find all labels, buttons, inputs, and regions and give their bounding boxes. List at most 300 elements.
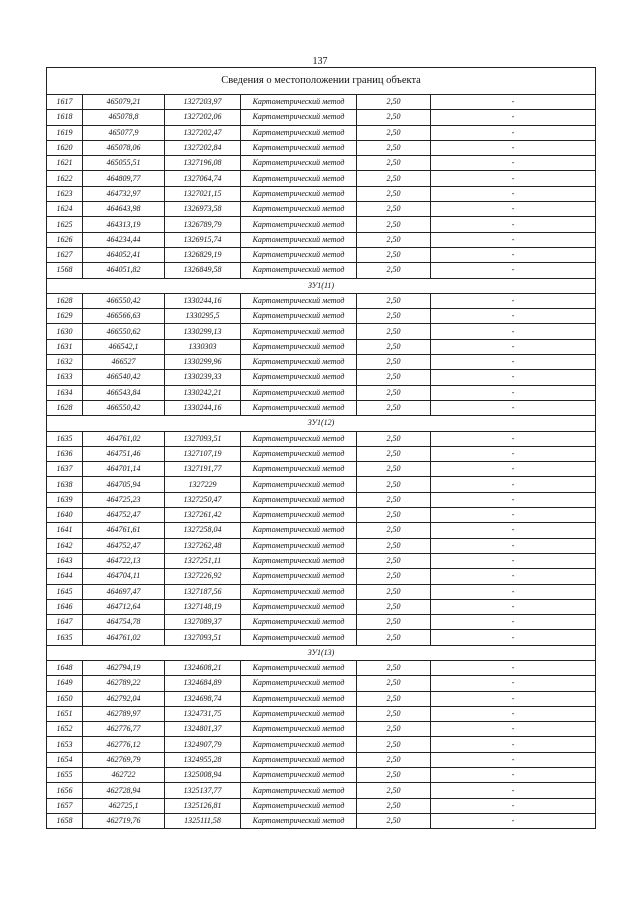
description-cell: - xyxy=(431,768,596,783)
table-row xyxy=(47,706,596,721)
description-cell: - xyxy=(431,691,596,706)
method-cell: Картометрический метод xyxy=(241,202,357,217)
coord-y-cell: 1327196,08 xyxy=(165,156,241,171)
coord-y-cell: 1325008,94 xyxy=(165,768,241,783)
point-number-cell: 1621 xyxy=(47,156,83,171)
accuracy-cell: 2,50 xyxy=(357,431,431,446)
description-cell: - xyxy=(431,446,596,461)
point-number-cell: 1618 xyxy=(47,110,83,125)
point-number-cell: 1641 xyxy=(47,523,83,538)
coord-x-cell: 464705,94 xyxy=(83,477,165,492)
point-number-cell: 1633 xyxy=(47,370,83,385)
description-cell: - xyxy=(431,370,596,385)
description-cell: - xyxy=(431,813,596,828)
accuracy-cell: 2,50 xyxy=(357,247,431,262)
accuracy-cell: 2,50 xyxy=(357,599,431,614)
accuracy-cell: 2,50 xyxy=(357,293,431,308)
coord-y-cell: 1327187,56 xyxy=(165,584,241,599)
method-cell: Картометрический метод xyxy=(241,462,357,477)
method-cell: Картометрический метод xyxy=(241,247,357,262)
method-cell: Картометрический метод xyxy=(241,676,357,691)
point-number-cell: 1631 xyxy=(47,339,83,354)
method-cell: Картометрический метод xyxy=(241,446,357,461)
accuracy-cell: 2,50 xyxy=(357,309,431,324)
table-row xyxy=(47,309,596,324)
method-cell: Картометрический метод xyxy=(241,232,357,247)
coord-y-cell: 1326973,58 xyxy=(165,202,241,217)
description-cell: - xyxy=(431,737,596,752)
accuracy-cell: 2,50 xyxy=(357,660,431,675)
accuracy-cell: 2,50 xyxy=(357,370,431,385)
coord-x-cell: 464704,11 xyxy=(83,569,165,584)
accuracy-cell: 2,50 xyxy=(357,676,431,691)
accuracy-cell: 2,50 xyxy=(357,462,431,477)
point-number-cell: 1632 xyxy=(47,355,83,370)
coord-y-cell: 1327250,47 xyxy=(165,492,241,507)
description-cell: - xyxy=(431,553,596,568)
description-cell: - xyxy=(431,95,596,110)
accuracy-cell: 2,50 xyxy=(357,385,431,400)
method-cell: Картометрический метод xyxy=(241,186,357,201)
description-cell: - xyxy=(431,630,596,645)
coord-y-cell: 1327093,51 xyxy=(165,431,241,446)
method-cell: Картометрический метод xyxy=(241,309,357,324)
description-cell: - xyxy=(431,752,596,767)
point-number-cell: 1635 xyxy=(47,630,83,645)
accuracy-cell: 2,50 xyxy=(357,630,431,645)
section-header-row xyxy=(47,278,596,293)
coord-x-cell: 465055,51 xyxy=(83,156,165,171)
point-number-cell: 1655 xyxy=(47,768,83,783)
description-cell: - xyxy=(431,722,596,737)
point-number-cell: 1648 xyxy=(47,660,83,675)
coord-y-cell: 1327203,97 xyxy=(165,95,241,110)
description-cell: - xyxy=(431,156,596,171)
table-row xyxy=(47,95,596,110)
coord-y-cell: 1330244,16 xyxy=(165,293,241,308)
coord-x-cell: 462776,12 xyxy=(83,737,165,752)
description-cell: - xyxy=(431,462,596,477)
method-cell: Картометрический метод xyxy=(241,492,357,507)
section-label: ЗУ1(13) xyxy=(47,645,596,660)
method-cell: Картометрический метод xyxy=(241,263,357,278)
method-cell: Картометрический метод xyxy=(241,737,357,752)
table-row xyxy=(47,813,596,828)
point-number-cell: 1656 xyxy=(47,783,83,798)
table-row xyxy=(47,293,596,308)
method-cell: Картометрический метод xyxy=(241,125,357,140)
coord-x-cell: 464712,64 xyxy=(83,599,165,614)
coord-y-cell: 1327064,74 xyxy=(165,171,241,186)
description-cell: - xyxy=(431,355,596,370)
point-number-cell: 1643 xyxy=(47,553,83,568)
accuracy-cell: 2,50 xyxy=(357,584,431,599)
method-cell: Картометрический метод xyxy=(241,798,357,813)
description-cell: - xyxy=(431,569,596,584)
point-number-cell: 1640 xyxy=(47,508,83,523)
table-row xyxy=(47,247,596,262)
method-cell: Картометрический метод xyxy=(241,385,357,400)
accuracy-cell: 2,50 xyxy=(357,400,431,415)
coord-x-cell: 462792,04 xyxy=(83,691,165,706)
method-cell: Картометрический метод xyxy=(241,477,357,492)
coord-y-cell: 1330303 xyxy=(165,339,241,354)
description-cell: - xyxy=(431,293,596,308)
point-number-cell: 1625 xyxy=(47,217,83,232)
coord-x-cell: 462769,79 xyxy=(83,752,165,767)
coord-x-cell: 465078,06 xyxy=(83,140,165,155)
table-row xyxy=(47,355,596,370)
point-number-cell: 1617 xyxy=(47,95,83,110)
description-cell: - xyxy=(431,523,596,538)
method-cell: Картометрический метод xyxy=(241,813,357,828)
accuracy-cell: 2,50 xyxy=(357,140,431,155)
point-number-cell: 1620 xyxy=(47,140,83,155)
accuracy-cell: 2,50 xyxy=(357,508,431,523)
table-row xyxy=(47,615,596,630)
table-row xyxy=(47,492,596,507)
accuracy-cell: 2,50 xyxy=(357,156,431,171)
description-cell: - xyxy=(431,477,596,492)
accuracy-cell: 2,50 xyxy=(357,171,431,186)
coord-y-cell: 1327261,42 xyxy=(165,508,241,523)
method-cell: Картометрический метод xyxy=(241,660,357,675)
table-row xyxy=(47,431,596,446)
table-row xyxy=(47,768,596,783)
method-cell: Картометрический метод xyxy=(241,768,357,783)
method-cell: Картометрический метод xyxy=(241,508,357,523)
coord-y-cell: 1324731,75 xyxy=(165,706,241,721)
coord-y-cell: 1327148,19 xyxy=(165,599,241,614)
description-cell: - xyxy=(431,584,596,599)
point-number-cell: 1647 xyxy=(47,615,83,630)
coord-x-cell: 465077,9 xyxy=(83,125,165,140)
table-row xyxy=(47,660,596,675)
description-cell: - xyxy=(431,247,596,262)
description-cell: - xyxy=(431,660,596,675)
coord-x-cell: 466540,42 xyxy=(83,370,165,385)
coord-y-cell: 1330295,5 xyxy=(165,309,241,324)
point-number-cell: 1654 xyxy=(47,752,83,767)
table-title-row xyxy=(47,68,596,95)
coord-y-cell: 1325126,81 xyxy=(165,798,241,813)
point-number-cell: 1624 xyxy=(47,202,83,217)
section-header-row xyxy=(47,416,596,431)
description-cell: - xyxy=(431,232,596,247)
method-cell: Картометрический метод xyxy=(241,783,357,798)
coord-y-cell: 1324684,89 xyxy=(165,676,241,691)
section-header-row xyxy=(47,645,596,660)
table-row xyxy=(47,508,596,523)
accuracy-cell: 2,50 xyxy=(357,569,431,584)
method-cell: Картометрический метод xyxy=(241,553,357,568)
coord-y-cell: 1324907,79 xyxy=(165,737,241,752)
table-row xyxy=(47,110,596,125)
coord-y-cell: 1330242,21 xyxy=(165,385,241,400)
description-cell: - xyxy=(431,615,596,630)
point-number-cell: 1636 xyxy=(47,446,83,461)
description-cell: - xyxy=(431,125,596,140)
description-cell: - xyxy=(431,309,596,324)
table-row xyxy=(47,125,596,140)
table-row xyxy=(47,263,596,278)
point-number-cell: 1653 xyxy=(47,737,83,752)
coord-x-cell: 466542,1 xyxy=(83,339,165,354)
accuracy-cell: 2,50 xyxy=(357,615,431,630)
method-cell: Картометрический метод xyxy=(241,110,357,125)
description-cell: - xyxy=(431,110,596,125)
table-row xyxy=(47,783,596,798)
accuracy-cell: 2,50 xyxy=(357,813,431,828)
description-cell: - xyxy=(431,492,596,507)
table-row xyxy=(47,630,596,645)
table-row xyxy=(47,462,596,477)
coord-y-cell: 1327202,47 xyxy=(165,125,241,140)
description-cell: - xyxy=(431,202,596,217)
coord-y-cell: 1330239,33 xyxy=(165,370,241,385)
table-row xyxy=(47,186,596,201)
coord-y-cell: 1324698,74 xyxy=(165,691,241,706)
method-cell: Картометрический метод xyxy=(241,217,357,232)
point-number-cell: 1637 xyxy=(47,462,83,477)
description-cell: - xyxy=(431,140,596,155)
accuracy-cell: 2,50 xyxy=(357,324,431,339)
table-row xyxy=(47,400,596,415)
description-cell: - xyxy=(431,339,596,354)
description-cell: - xyxy=(431,538,596,553)
coord-y-cell: 1327093,51 xyxy=(165,630,241,645)
coord-x-cell: 464754,78 xyxy=(83,615,165,630)
coord-x-cell: 464051,82 xyxy=(83,263,165,278)
point-number-cell: 1645 xyxy=(47,584,83,599)
coord-x-cell: 466550,62 xyxy=(83,324,165,339)
point-number-cell: 1628 xyxy=(47,400,83,415)
table-body xyxy=(47,68,596,829)
coord-x-cell: 464722,13 xyxy=(83,553,165,568)
method-cell: Картометрический метод xyxy=(241,156,357,171)
accuracy-cell: 2,50 xyxy=(357,492,431,507)
coord-x-cell: 466543,84 xyxy=(83,385,165,400)
coord-y-cell: 1330244,16 xyxy=(165,400,241,415)
point-number-cell: 1623 xyxy=(47,186,83,201)
coord-x-cell: 464761,61 xyxy=(83,523,165,538)
method-cell: Картометрический метод xyxy=(241,630,357,645)
coord-x-cell: 466527 xyxy=(83,355,165,370)
method-cell: Картометрический метод xyxy=(241,355,357,370)
coord-x-cell: 464761,02 xyxy=(83,431,165,446)
point-number-cell: 1649 xyxy=(47,676,83,691)
accuracy-cell: 2,50 xyxy=(357,783,431,798)
table-row xyxy=(47,232,596,247)
point-number-cell: 1568 xyxy=(47,263,83,278)
accuracy-cell: 2,50 xyxy=(357,722,431,737)
accuracy-cell: 2,50 xyxy=(357,691,431,706)
accuracy-cell: 2,50 xyxy=(357,752,431,767)
method-cell: Картометрический метод xyxy=(241,722,357,737)
method-cell: Картометрический метод xyxy=(241,339,357,354)
point-number-cell: 1650 xyxy=(47,691,83,706)
coord-x-cell: 464052,41 xyxy=(83,247,165,262)
point-number-cell: 1642 xyxy=(47,538,83,553)
description-cell: - xyxy=(431,706,596,721)
method-cell: Картометрический метод xyxy=(241,538,357,553)
table-row xyxy=(47,324,596,339)
coord-y-cell: 1324608,21 xyxy=(165,660,241,675)
coord-y-cell: 1327202,84 xyxy=(165,140,241,155)
table-row xyxy=(47,584,596,599)
point-number-cell: 1652 xyxy=(47,722,83,737)
section-label: ЗУ1(11) xyxy=(47,278,596,293)
coord-x-cell: 465078,8 xyxy=(83,110,165,125)
table-row xyxy=(47,171,596,186)
coord-y-cell: 1325111,58 xyxy=(165,813,241,828)
table-row xyxy=(47,202,596,217)
accuracy-cell: 2,50 xyxy=(357,477,431,492)
coord-y-cell: 1327258,04 xyxy=(165,523,241,538)
method-cell: Картометрический метод xyxy=(241,400,357,415)
accuracy-cell: 2,50 xyxy=(357,538,431,553)
coord-y-cell: 1324801,37 xyxy=(165,722,241,737)
coord-x-cell: 464751,46 xyxy=(83,446,165,461)
description-cell: - xyxy=(431,324,596,339)
table-row xyxy=(47,538,596,553)
coord-y-cell: 1326849,58 xyxy=(165,263,241,278)
accuracy-cell: 2,50 xyxy=(357,706,431,721)
coord-y-cell: 1327107,19 xyxy=(165,446,241,461)
point-number-cell: 1646 xyxy=(47,599,83,614)
description-cell: - xyxy=(431,217,596,232)
description-cell: - xyxy=(431,676,596,691)
coord-x-cell: 464752,47 xyxy=(83,538,165,553)
accuracy-cell: 2,50 xyxy=(357,446,431,461)
coord-y-cell: 1327202,06 xyxy=(165,110,241,125)
point-number-cell: 1629 xyxy=(47,309,83,324)
method-cell: Картометрический метод xyxy=(241,752,357,767)
table-row xyxy=(47,339,596,354)
coord-x-cell: 462719,76 xyxy=(83,813,165,828)
point-number-cell: 1658 xyxy=(47,813,83,828)
section-label: ЗУ1(12) xyxy=(47,416,596,431)
table-row xyxy=(47,599,596,614)
point-number-cell: 1657 xyxy=(47,798,83,813)
table-title: Сведения о местоположении границ объекта xyxy=(47,68,596,95)
accuracy-cell: 2,50 xyxy=(357,110,431,125)
coord-x-cell: 464697,47 xyxy=(83,584,165,599)
point-number-cell: 1639 xyxy=(47,492,83,507)
method-cell: Картометрический метод xyxy=(241,691,357,706)
coord-x-cell: 462728,94 xyxy=(83,783,165,798)
description-cell: - xyxy=(431,599,596,614)
coord-y-cell: 1330299,96 xyxy=(165,355,241,370)
point-number-cell: 1644 xyxy=(47,569,83,584)
accuracy-cell: 2,50 xyxy=(357,798,431,813)
coord-x-cell: 466550,42 xyxy=(83,400,165,415)
method-cell: Картометрический метод xyxy=(241,569,357,584)
method-cell: Картометрический метод xyxy=(241,140,357,155)
description-cell: - xyxy=(431,783,596,798)
coord-y-cell: 1327226,92 xyxy=(165,569,241,584)
method-cell: Картометрический метод xyxy=(241,706,357,721)
coord-x-cell: 464752,47 xyxy=(83,508,165,523)
table-row xyxy=(47,477,596,492)
description-cell: - xyxy=(431,400,596,415)
coord-y-cell: 1327262,48 xyxy=(165,538,241,553)
table-row xyxy=(47,446,596,461)
page-number: 137 xyxy=(312,56,328,67)
table-row xyxy=(47,691,596,706)
accuracy-cell: 2,50 xyxy=(357,355,431,370)
coord-x-cell: 464234,44 xyxy=(83,232,165,247)
table-row xyxy=(47,140,596,155)
table-row xyxy=(47,752,596,767)
coord-x-cell: 466550,42 xyxy=(83,293,165,308)
description-cell: - xyxy=(431,186,596,201)
description-cell: - xyxy=(431,431,596,446)
accuracy-cell: 2,50 xyxy=(357,95,431,110)
table-row xyxy=(47,722,596,737)
coord-x-cell: 464313,19 xyxy=(83,217,165,232)
table-row xyxy=(47,798,596,813)
description-cell: - xyxy=(431,171,596,186)
description-cell: - xyxy=(431,508,596,523)
coord-y-cell: 1327191,77 xyxy=(165,462,241,477)
method-cell: Картометрический метод xyxy=(241,431,357,446)
point-number-cell: 1630 xyxy=(47,324,83,339)
point-number-cell: 1626 xyxy=(47,232,83,247)
coord-x-cell: 462789,97 xyxy=(83,706,165,721)
point-number-cell: 1651 xyxy=(47,706,83,721)
method-cell: Картометрический метод xyxy=(241,370,357,385)
method-cell: Картометрический метод xyxy=(241,615,357,630)
coord-x-cell: 466566,63 xyxy=(83,309,165,324)
coord-x-cell: 464701,14 xyxy=(83,462,165,477)
accuracy-cell: 2,50 xyxy=(357,232,431,247)
coord-x-cell: 462776,77 xyxy=(83,722,165,737)
coord-y-cell: 1326829,19 xyxy=(165,247,241,262)
method-cell: Картометрический метод xyxy=(241,523,357,538)
coord-y-cell: 1324955,28 xyxy=(165,752,241,767)
description-cell: - xyxy=(431,798,596,813)
accuracy-cell: 2,50 xyxy=(357,125,431,140)
coord-x-cell: 462794,19 xyxy=(83,660,165,675)
boundary-coordinates-table xyxy=(46,67,596,829)
table-row xyxy=(47,676,596,691)
method-cell: Картометрический метод xyxy=(241,293,357,308)
coord-y-cell: 1327229 xyxy=(165,477,241,492)
table-row xyxy=(47,569,596,584)
coord-x-cell: 465079,21 xyxy=(83,95,165,110)
table-row xyxy=(47,217,596,232)
description-cell: - xyxy=(431,385,596,400)
table-row xyxy=(47,156,596,171)
coord-x-cell: 464643,98 xyxy=(83,202,165,217)
accuracy-cell: 2,50 xyxy=(357,553,431,568)
accuracy-cell: 2,50 xyxy=(357,737,431,752)
accuracy-cell: 2,50 xyxy=(357,263,431,278)
point-number-cell: 1628 xyxy=(47,293,83,308)
table-row xyxy=(47,385,596,400)
accuracy-cell: 2,50 xyxy=(357,202,431,217)
coord-y-cell: 1325137,77 xyxy=(165,783,241,798)
table-row xyxy=(47,737,596,752)
method-cell: Картометрический метод xyxy=(241,324,357,339)
accuracy-cell: 2,50 xyxy=(357,186,431,201)
point-number-cell: 1635 xyxy=(47,431,83,446)
coord-x-cell: 462722 xyxy=(83,768,165,783)
accuracy-cell: 2,50 xyxy=(357,339,431,354)
point-number-cell: 1622 xyxy=(47,171,83,186)
coord-y-cell: 1326789,79 xyxy=(165,217,241,232)
